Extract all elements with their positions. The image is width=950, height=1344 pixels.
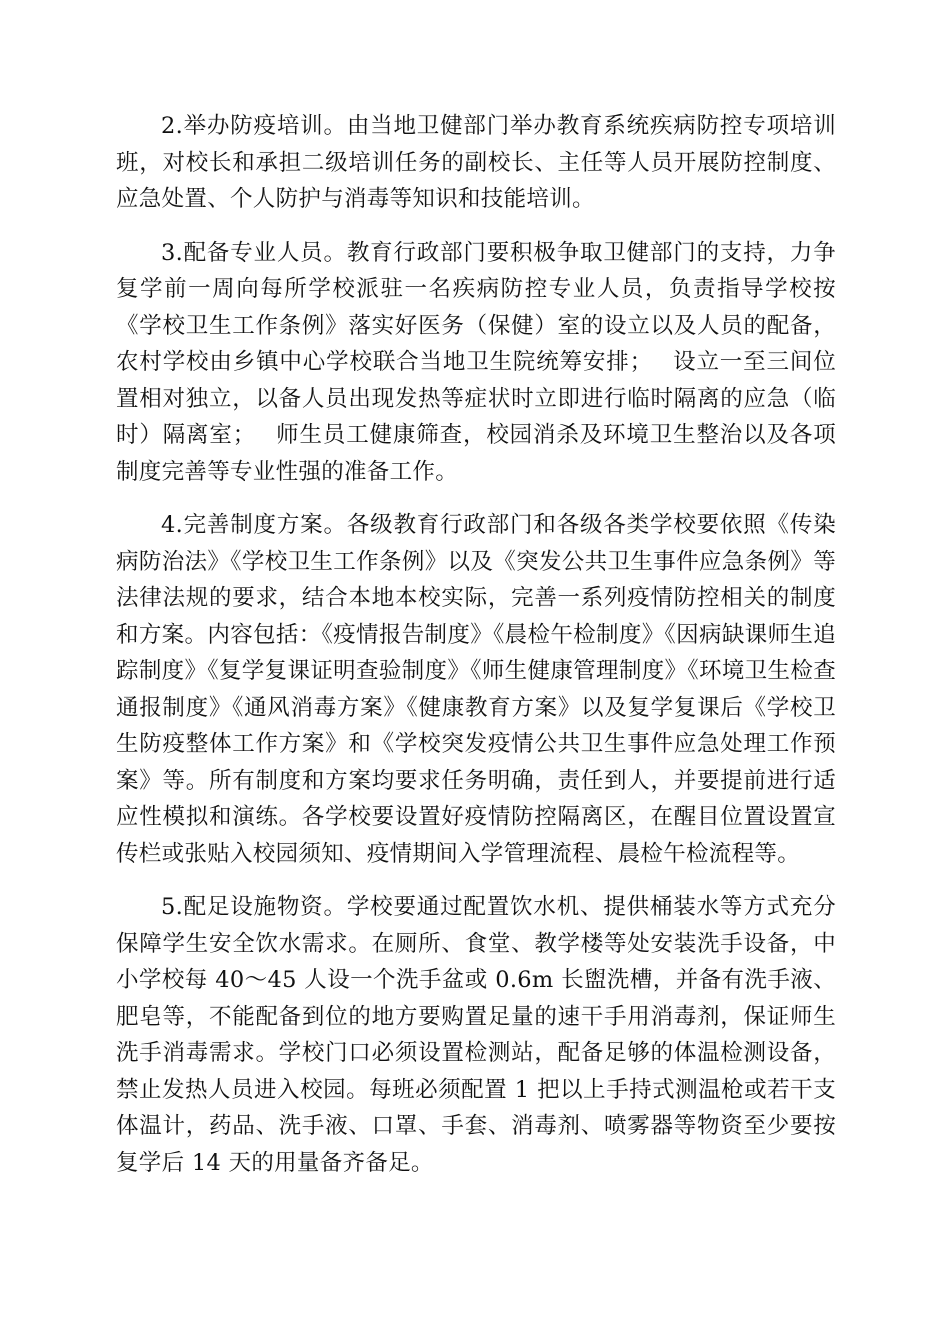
paragraph-training: 2.举办防疫培训。由当地卫健部门举办教育系统疾病防控专项培训班，对校长和承担二级培训任务的副校长、主任等人员开展防控制度、应急处置、个人防护与消毒等知识和技能培训。 xyxy=(116,113,836,212)
paragraph-staffing: 3.配备专业人员。教育行政部门要积极争取卫健部门的支持，力争复学前一周向每所学校派驻一名疾病防控专业人员，负责指导学校按《学校卫生工作条例》落实好医务（保健）室的设立以及人员的配备，农村学校由乡镇中心学校联合当地卫生院统筹安排； 设立一至三间位置相对独立，以备人员出现发热等症状时立即进行临时隔离的应急（临时）隔离室； 师生员工健康筛查，校园消杀及环境卫生整治以及各项制度完善等专业性强的准备工作。 xyxy=(116,239,836,485)
document-body xyxy=(116,108,836,1181)
paragraph-policies: 4.完善制度方案。各级教育行政部门和各级各类学校要依照《传染病防治法》《学校卫生工作条例》以及《突发公共卫生事件应急条例》等法律法规的要求，结合本地本校实际，完善一系列疫情防控相关的制度和方案。内容包括：《疫情报告制度》《晨检午检制度》《因病缺课师生追踪制度》《复学复课证明查验制度》《师生健康管理制度》《环境卫生检查通报制度》《通风消毒方案》《健康教育方案》以及复学复课后《学校卫生防疫整体工作方案》和《学校突发疫情公共卫生事件应急处理工作预案》等。所有制度和方案均要求任务明确，责任到人，并要提前进行适应性模拟和演练。各学校要设置好疫情防控隔离区，在醒目位置设置宣传栏或张贴入校园须知、疫情期间入学管理流程、晨检午检流程等。 xyxy=(116,512,836,867)
paragraph-supplies: 5.配足设施物资。学校要通过配置饮水机、提供桶装水等方式充分保障学生安全饮水需求。在厕所、食堂、教学楼等处安装洗手设备，中小学校每 40～45 人设一个洗手盆或 0.6m 长盥洗槽，并备有洗手液、肥皂等，不能配备到位的地方要购置足量的速干手用消毒剂，保证师生洗手消毒需求。学校门口必须设置检测站，配备足够的体温检测设备，禁止发热人员进入校园。每班必须配置 1 把以上手持式测温枪或若干支体温计，药品、洗手液、口罩、手套、消毒剂、喷雾器等物资至少要按复学后 14 天的用量备齐备足。 xyxy=(116,894,836,1176)
